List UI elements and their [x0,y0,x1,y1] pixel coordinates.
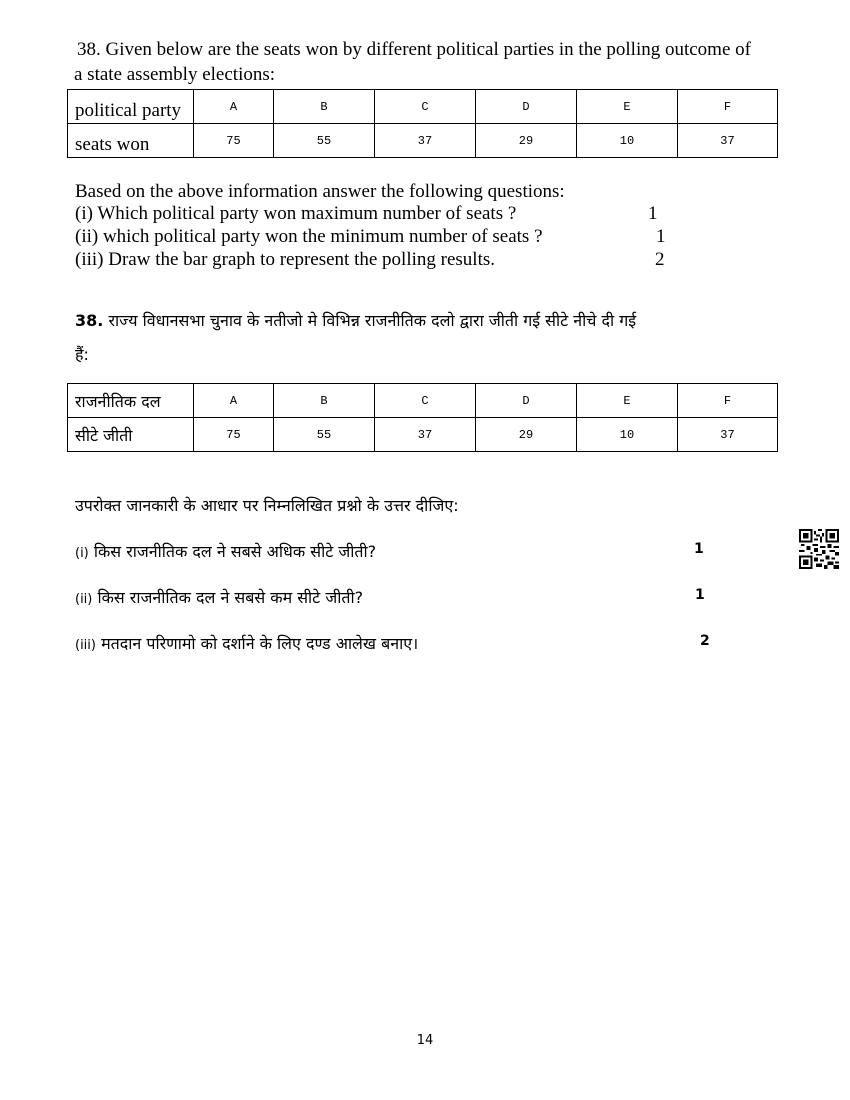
table-cell: D [476,384,577,418]
hindi-intro: उपरोक्त जानकारी के आधार पर निम्नलिखित प्रश्नो के उत्तर दीजिए: [75,496,459,515]
table-cell: B [274,90,375,124]
table-row [68,90,778,124]
english-question-3-marks: 2 [655,249,665,270]
table-cell: C [375,90,476,124]
hindi-question-2 [75,586,363,608]
english-question-1: (i) Which political party won maximum number of seats ? [75,203,517,224]
english-question-2: (ii) which political party won the minimum number of seats ? [75,226,543,247]
table-cell: F [678,90,778,124]
table-header-label: political party [68,90,194,124]
hindi-question-1-marks: 1 [694,541,704,557]
table-cell: 55 [274,124,375,158]
seats-table-hindi [67,383,778,452]
hindi-question-number: 38. [75,311,104,330]
table-cell: 29 [476,418,577,452]
hindi-question-3-text: मतदान परिणामो को दर्शाने के लिए दण्ड आलेख बनाए। [101,634,419,653]
table-cell: 37 [375,124,476,158]
hindi-question-3 [75,632,418,654]
english-question-1-marks: 1 [648,203,658,224]
hindi-question-3-num: (iii) [75,638,96,653]
table-row [68,384,778,418]
table-cell: 10 [577,418,678,452]
english-question-3: (iii) Draw the bar graph to represent the polling results. [75,249,495,270]
question-38-line2: a state assembly elections: [74,64,276,85]
hindi-question-1 [75,540,376,562]
hindi-question-1-num: (i) [75,546,89,561]
hindi-question-38-line1 [75,309,636,331]
table-row [68,124,778,158]
table-header-label: राजनीतिक दल [68,384,194,418]
table-cell: 37 [678,124,778,158]
qr-code-icon [799,529,839,569]
table-cell: 29 [476,124,577,158]
english-intro: Based on the above information answer the following questions: [75,181,565,202]
table-cell: A [194,90,274,124]
table-cell: E [577,384,678,418]
table-row-label: seats won [68,124,194,158]
table-cell: 75 [194,124,274,158]
table-row [68,418,778,452]
table-cell: B [274,384,375,418]
table-cell: 10 [577,124,678,158]
table-cell: 37 [375,418,476,452]
table-cell: C [375,384,476,418]
hindi-question-2-marks: 1 [695,587,705,603]
table-cell: 55 [274,418,375,452]
table-cell: 37 [678,418,778,452]
table-cell: D [476,90,577,124]
question-38-line1: 38. Given below are the seats won by different political parties in the polling outcome of [77,39,751,60]
page-number: 14 [416,1033,434,1048]
hindi-question-2-text: किस राजनीतिक दल ने सबसे कम सीटे जीती? [97,588,364,607]
english-question-2-marks: 1 [656,226,666,247]
hindi-question-1-text: किस राजनीतिक दल ने सबसे अधिक सीटे जीती? [93,542,377,561]
table-cell: 75 [194,418,274,452]
hindi-question-2-num: (ii) [75,592,93,607]
table-cell: A [194,384,274,418]
hindi-question-38-line2: हैं: [75,345,89,364]
seats-table-english [67,89,778,158]
hindi-question-text: राज्य विधानसभा चुनाव के नतीजो मे विभिन्न राजनीतिक दलो द्वारा जीती गई सीटे नीचे दी गई [108,311,637,330]
table-cell: E [577,90,678,124]
table-cell: F [678,384,778,418]
hindi-question-3-marks: 2 [700,633,710,649]
table-row-label: सीटे जीती [68,418,194,452]
